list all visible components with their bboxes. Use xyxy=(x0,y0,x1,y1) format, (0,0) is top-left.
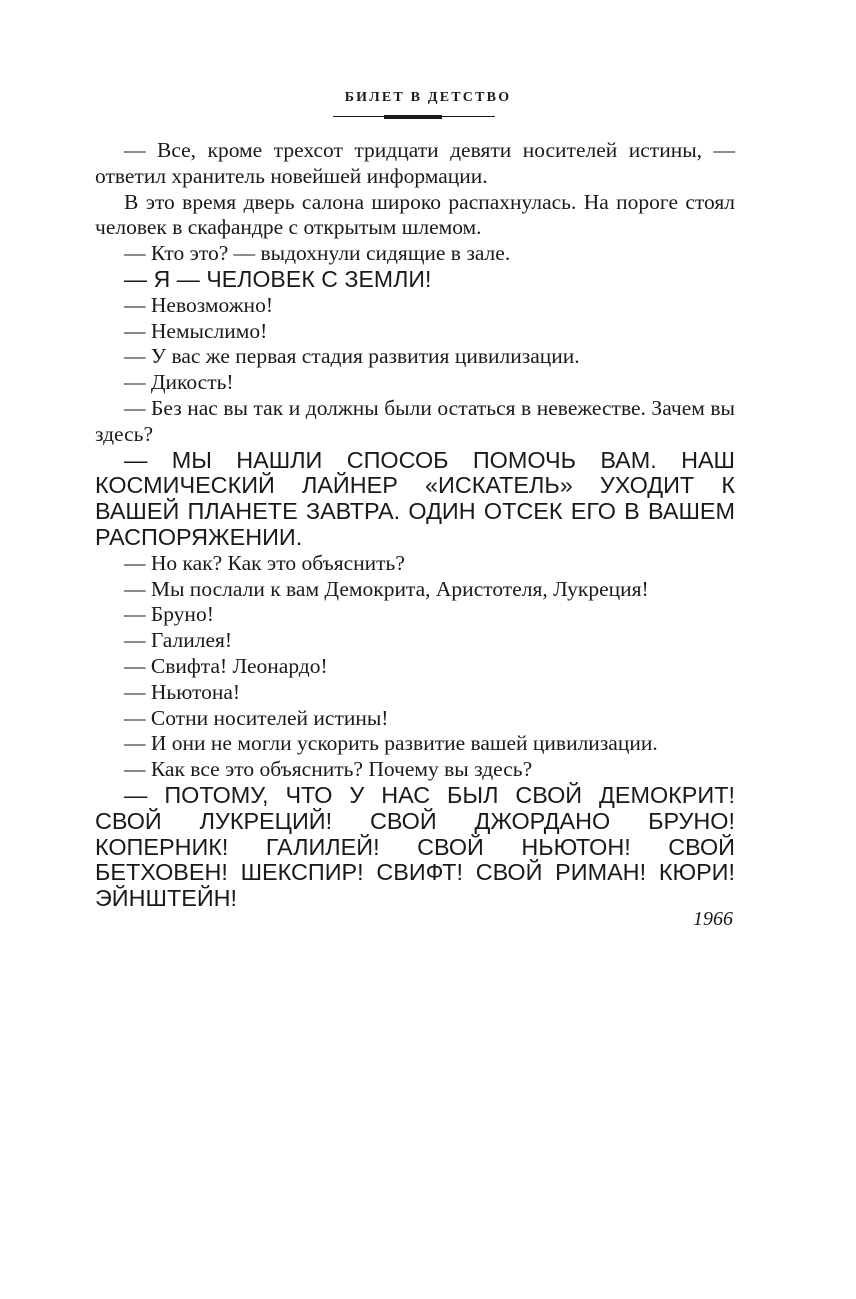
paragraph-caps: — ПОТОМУ, ЧТО У НАС БЫЛ СВОЙ ДЕМОКРИТ! СВОЙ ЛУКРЕЦИЙ! СВОЙ ДЖОРДАНО БРУНО! КОПЕРНИК! ГАЛИЛЕЙ! СВОЙ НЬЮТОН! СВОЙ БЕТХОВЕН! ШЕКСПИР! СВИФТ! СВОЙ РИМАН! КЮРИ! ЭЙНШТЕЙН! xyxy=(95,781,735,912)
paragraph: — Галилея! xyxy=(124,628,233,653)
paragraph: — Невозможно! xyxy=(124,292,273,317)
paragraph: — Немыслимо! xyxy=(124,318,268,343)
paragraph: — Но как? Как это объяснить? xyxy=(124,550,405,575)
paragraph: — Сотни носителей истины! xyxy=(124,705,389,730)
date: 1966 xyxy=(693,908,733,930)
running-title: БИЛЕТ В ДЕТСТВО xyxy=(344,90,512,105)
paragraph: — Без нас вы так и должны были остаться в невежестве. Зачем вы здесь? xyxy=(95,395,735,446)
paragraph: — У вас же первая стадия развития цивилизации. xyxy=(124,344,580,369)
paragraph: — Дикость! xyxy=(124,370,234,395)
paragraph: — Кто это? — выдохнули сидящие в зале. xyxy=(124,241,511,266)
body-text xyxy=(95,138,735,912)
paragraph: — Мы послали к вам Демокрита, Аристотеля, Лукреция! xyxy=(124,576,649,601)
paragraph: — Свифта! Леонардо! xyxy=(124,653,328,678)
paragraph: В это время дверь салона широко распахнулась. На пороге стоял человек в скафандре с открытым шлемом. xyxy=(95,189,735,240)
paragraph: — Все, кроме трехсот тридцати девяти носителей истины, — ответил хранитель новейшей информации. xyxy=(95,138,735,188)
paragraph: — Ньютона! xyxy=(124,679,241,704)
header-rule-ornament xyxy=(384,115,442,119)
paragraph: — И они не могли ускорить развитие вашей цивилизации. xyxy=(124,731,658,756)
paragraph: — Бруно! xyxy=(124,602,214,627)
paragraph-caps: — Я — ЧЕЛОВЕК С ЗЕМЛИ! xyxy=(124,265,432,292)
paragraph-caps: — МЫ НАШЛИ СПОСОБ ПОМОЧЬ ВАМ. НАШ КОСМИЧЕСКИЙ ЛАЙНЕР «ИСКАТЕЛЬ» УХОДИТ К ВАШЕЙ ПЛАНЕТЕ ЗАВТРА. ОДИН ОТСЕК ЕГО В ВАШЕМ РАСПОРЯЖЕНИИ. xyxy=(95,446,735,550)
paragraph: — Как все это объяснить? Почему вы здесь? xyxy=(124,757,533,782)
